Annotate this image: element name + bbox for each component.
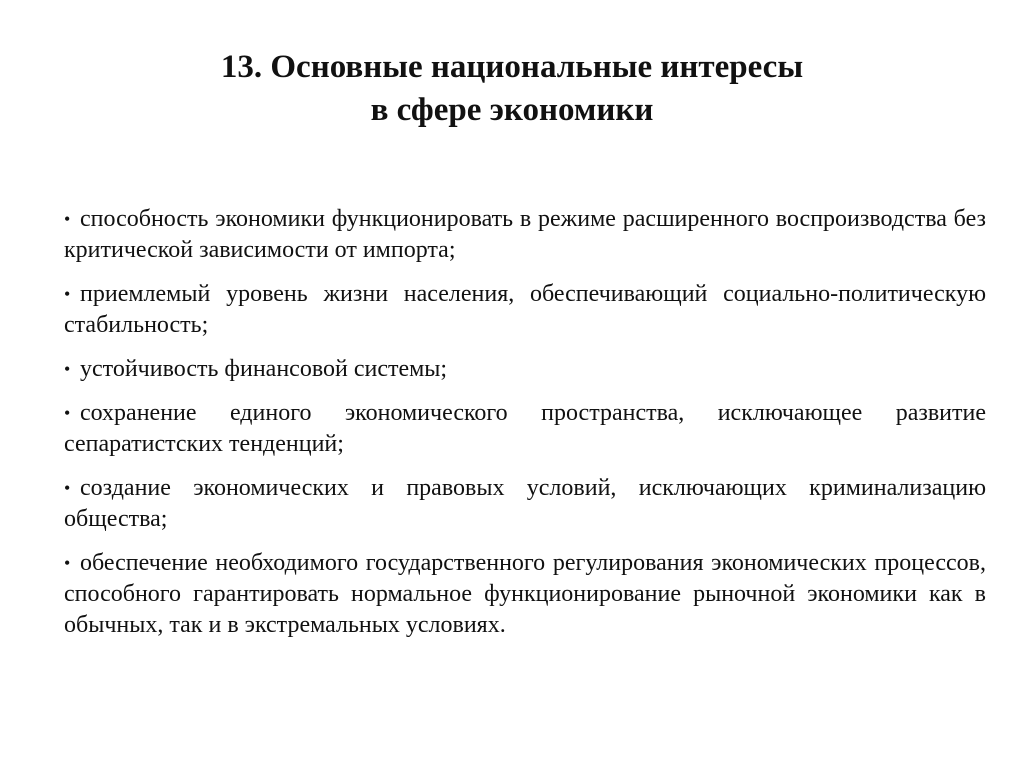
bullet-item-1 xyxy=(64,204,986,266)
bullet-icon: • xyxy=(64,478,71,498)
bullet-item-2 xyxy=(64,279,986,341)
bullet-text: устойчивость финансовой системы; xyxy=(80,356,448,382)
bullet-text: способность экономики функционировать в режиме расширенного воспроизводства без критической зависимости от импорта; xyxy=(64,206,986,263)
bullet-item-5 xyxy=(64,473,986,535)
bullet-item-3 xyxy=(64,354,986,385)
bullet-list xyxy=(64,204,986,654)
bullet-text: обеспечение необходимого государственного регулирования экономических процессов, способного гарантировать нормальное функционирование рыночной экономики как в обычных, так и в экстремальных условиях. xyxy=(64,550,986,638)
bullet-text: создание экономических и правовых условий, исключающих криминализацию общества; xyxy=(64,475,986,532)
bullet-text: приемлемый уровень жизни населения, обеспечивающий социально-политическую стабильность; xyxy=(64,281,986,338)
bullet-icon: • xyxy=(64,553,71,573)
bullet-text: сохранение единого экономического пространства, исключающее развитие сепаратистских тенденций; xyxy=(64,400,986,457)
slide-title xyxy=(0,46,1024,132)
bullet-icon: • xyxy=(64,209,71,229)
bullet-item-6 xyxy=(64,548,986,641)
title-line-1: 13. Основные национальные интересы xyxy=(220,49,804,85)
bullet-icon: • xyxy=(64,284,71,304)
title-line-2: в сфере экономики xyxy=(370,92,654,128)
bullet-icon: • xyxy=(64,359,71,379)
bullet-icon: • xyxy=(64,403,71,423)
bullet-item-4 xyxy=(64,398,986,460)
